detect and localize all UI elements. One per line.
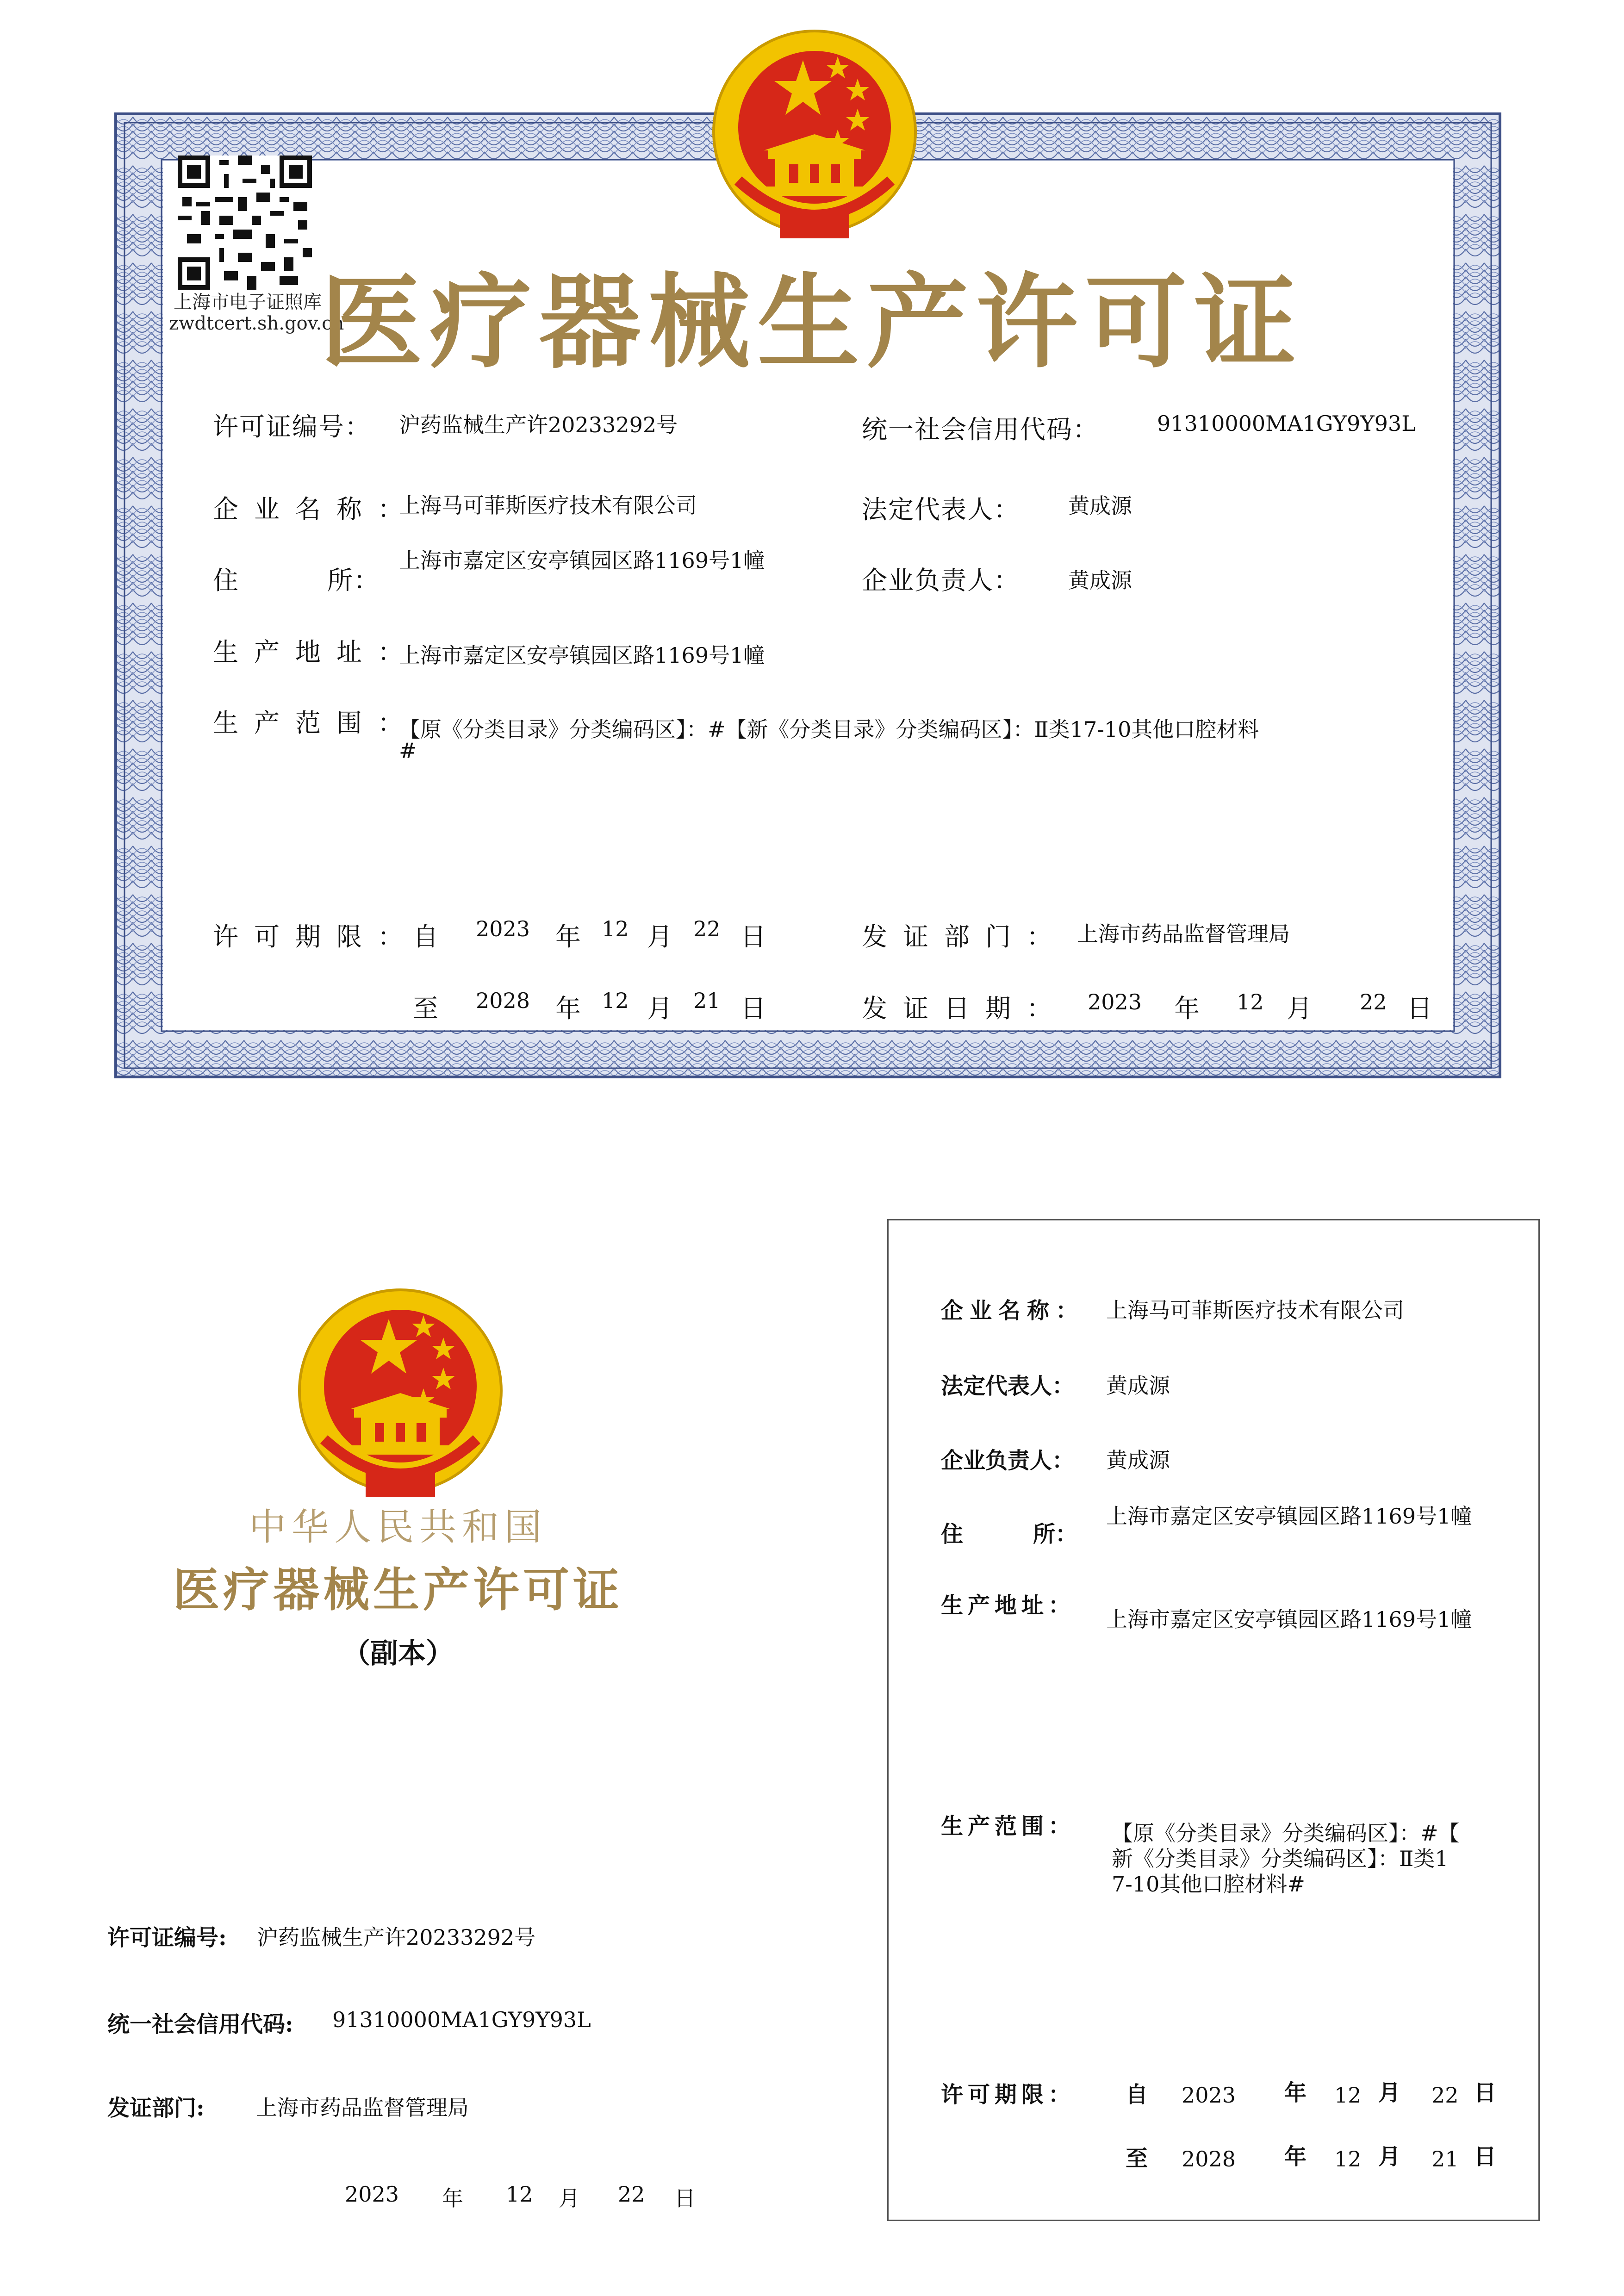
dup-start-year: 2023 xyxy=(1182,2083,1236,2108)
dup-issuer-label: 发证部门: xyxy=(107,2095,205,2121)
to-word: 至 xyxy=(413,994,440,1023)
issue-year: 2023 xyxy=(1088,989,1142,1014)
credit-code-value: 91310000MA1GY9Y93L xyxy=(1157,411,1416,436)
dup-end-year-word: 年 xyxy=(1284,2144,1307,2170)
dup-issue-year: 2023 xyxy=(345,2182,399,2207)
dup-to-word: 至 xyxy=(1126,2146,1148,2172)
start-day: 22 xyxy=(693,916,721,941)
dup-end-day-word: 日 xyxy=(1474,2144,1497,2170)
dup-start-day-word: 日 xyxy=(1474,2080,1497,2106)
end-month-word: 月 xyxy=(647,994,674,1023)
dup-from-word: 自 xyxy=(1126,2082,1148,2108)
dup-issue-year-word: 年 xyxy=(442,2186,463,2211)
dup-production-address-value: 上海市嘉定区安亭镇园区路1169号1幢 xyxy=(1106,1607,1472,1632)
legal-rep-label: 法定代表人： xyxy=(862,495,1020,524)
dup-end-year: 2028 xyxy=(1182,2147,1236,2172)
dup-license-no-value: 沪药监械生产许20233292号 xyxy=(257,1925,536,1950)
production-address-label: 生产地址： xyxy=(213,637,419,667)
scope-line1: 【原《分类目录》分类编码区】：#【新《分类目录》分类编码区】：Ⅱ类17-10其他口腔材料 xyxy=(399,717,1259,742)
scope-label: 生产范围： xyxy=(213,708,419,738)
start-day-word: 日 xyxy=(740,922,767,952)
validity-label: 许可期限： xyxy=(213,922,419,952)
duplicate-subtitle: （副本） xyxy=(342,1637,454,1670)
dup-end-month-word: 月 xyxy=(1378,2144,1401,2170)
dup-start-month-word: 月 xyxy=(1378,2080,1401,2106)
legal-rep-value: 黄成源 xyxy=(1068,493,1132,518)
dup-license-no-label: 许可证编号: xyxy=(107,1925,227,1951)
principal-label: 企业负责人： xyxy=(862,566,1020,595)
national-emblem-icon xyxy=(710,28,919,245)
dup-scope-line1: 【原《分类目录》分类编码区】：#【 xyxy=(1112,1821,1460,1846)
dup-address-label-a: 住 xyxy=(941,1521,964,1547)
address-label-a: 住 xyxy=(213,566,240,595)
dup-scope-label: 生产范围： xyxy=(941,1813,1076,1839)
dup-end-day: 21 xyxy=(1431,2147,1459,2172)
end-year-word: 年 xyxy=(555,994,582,1023)
dup-principal-label: 企业负责人： xyxy=(941,1448,1075,1474)
dup-issue-day-word: 日 xyxy=(674,2186,696,2211)
end-month: 12 xyxy=(602,988,629,1013)
end-day-word: 日 xyxy=(740,994,767,1023)
certificate-title: 医疗器械生产许可证 xyxy=(320,262,1304,382)
qr-caption-line1: 上海市电子证照库 xyxy=(174,292,322,313)
dup-start-day: 22 xyxy=(1431,2083,1459,2108)
national-emblem-icon-duplicate xyxy=(296,1287,504,1504)
dup-company-value: 上海马可菲斯医疗技术有限公司 xyxy=(1106,1298,1404,1323)
issuer-value: 上海市药品监督管理局 xyxy=(1077,921,1290,946)
end-year: 2028 xyxy=(476,988,530,1013)
qr-caption-line2: zwdtcert.sh.gov.cn xyxy=(169,313,344,334)
issue-day-word: 日 xyxy=(1407,994,1434,1023)
dup-credit-code-value: 91310000MA1GY9Y93L xyxy=(332,2007,591,2032)
dup-issue-month-word: 月 xyxy=(559,2186,580,2211)
start-year-word: 年 xyxy=(555,922,582,952)
dup-company-label: 企业名称： xyxy=(941,1298,1085,1324)
issue-month-word: 月 xyxy=(1287,994,1313,1023)
issue-day: 22 xyxy=(1360,989,1387,1014)
from-word: 自 xyxy=(413,922,440,952)
license-no-value: 沪药监械生产许20233292号 xyxy=(399,412,678,437)
production-address-value: 上海市嘉定区安亭镇园区路1169号1幢 xyxy=(399,643,765,668)
dup-start-year-word: 年 xyxy=(1284,2080,1307,2106)
address-label-b: 所： xyxy=(327,566,380,595)
start-month-word: 月 xyxy=(647,922,674,952)
license-no-label: 许可证编号： xyxy=(213,412,372,442)
dup-issue-month: 12 xyxy=(506,2182,533,2207)
scope-line2: # xyxy=(399,738,417,763)
address-value: 上海市嘉定区安亭镇园区路1169号1幢 xyxy=(399,548,765,573)
duplicate-country: 中华人民共和国 xyxy=(249,1506,547,1549)
dup-end-month: 12 xyxy=(1334,2147,1362,2172)
dup-legal-rep-label: 法定代表人： xyxy=(941,1373,1075,1399)
dup-credit-code-label: 统一社会信用代码: xyxy=(107,2011,293,2037)
dup-address-value: 上海市嘉定区安亭镇园区路1169号1幢 xyxy=(1106,1504,1472,1529)
dup-address-label-b: 所： xyxy=(1033,1521,1078,1547)
principal-value: 黄成源 xyxy=(1068,568,1132,593)
dup-scope-line2: 新《分类目录》分类编码区】：Ⅱ类1 xyxy=(1112,1846,1449,1871)
credit-code-label: 统一社会信用代码： xyxy=(862,415,1100,444)
end-day: 21 xyxy=(693,988,721,1013)
issue-month: 12 xyxy=(1237,989,1264,1014)
start-month: 12 xyxy=(602,916,629,941)
issue-year-word: 年 xyxy=(1174,994,1201,1023)
dup-scope-line3: 7-10其他口腔材料# xyxy=(1112,1872,1305,1897)
company-value: 上海马可菲斯医疗技术有限公司 xyxy=(399,493,697,518)
start-year: 2023 xyxy=(476,916,530,941)
dup-validity-label: 许可期限： xyxy=(941,2082,1076,2108)
duplicate-title: 医疗器械生产许可证 xyxy=(173,1562,623,1617)
dup-issuer-value: 上海市药品监督管理局 xyxy=(256,2095,469,2120)
dup-issue-day: 22 xyxy=(618,2182,645,2207)
dup-principal-value: 黄成源 xyxy=(1106,1448,1170,1473)
company-label: 企业名称： xyxy=(213,494,419,524)
dup-production-address-label: 生产地址： xyxy=(941,1593,1076,1618)
dup-start-month: 12 xyxy=(1334,2083,1362,2108)
dup-legal-rep-value: 黄成源 xyxy=(1106,1373,1170,1398)
issuer-label: 发证部门： xyxy=(862,922,1068,952)
issue-date-label: 发证日期： xyxy=(862,994,1068,1023)
